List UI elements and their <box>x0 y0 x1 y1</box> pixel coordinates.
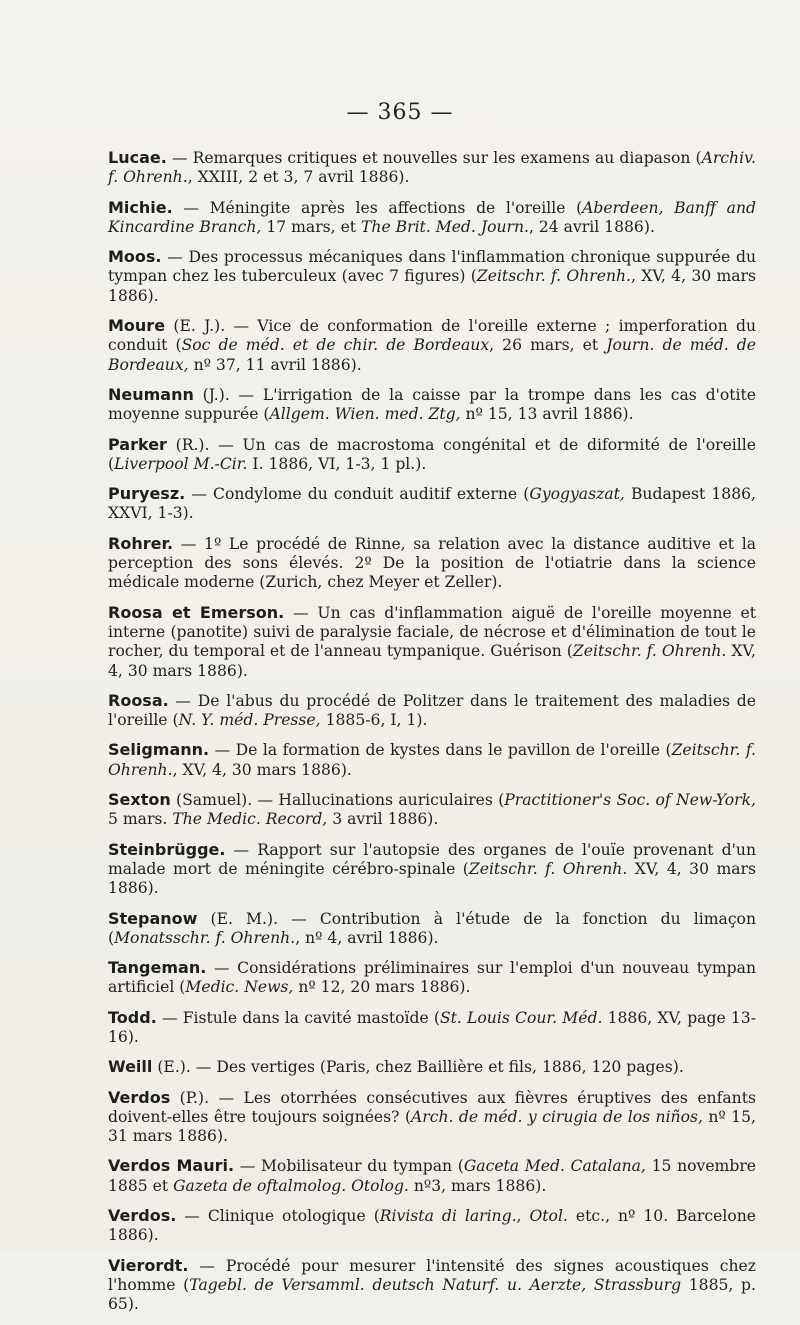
entry-author: Lucae. <box>108 148 167 167</box>
bibliography-entry <box>108 247 756 306</box>
entry-source-title: Gaceta Med. Catalana, <box>463 1157 646 1176</box>
entry-author: Stepanow <box>108 908 198 928</box>
entry-author: Sexton <box>108 790 171 810</box>
entry-text: — De la formation de kystes dans le pavillon de l'oreille ( <box>209 741 672 760</box>
entry-text: — De l'abus du procédé de Politzer dans le traitement des maladies de l'oreille ( <box>108 691 756 730</box>
entry-source-title: Rivista di laring. <box>379 1207 517 1226</box>
entry-author: Steinbrügge. <box>108 839 226 859</box>
entry-text: — Clinique otologique ( <box>176 1207 380 1226</box>
entry-text: (J.). — L'irrigation de la caisse par la trompe dans les cas d'otite moyenne suppurée ( <box>108 385 756 424</box>
entry-text: — Rapport sur l'autopsie des organes de l'ouïe provenant d'un malade mort de méningite cérébro-spinale ( <box>108 840 756 878</box>
entry-text: (E.). — Des vertiges (Paris, chez Baillière et fils, 1886, 120 pages). <box>152 1058 684 1077</box>
entry-text: nº 15, 31 mars 1886). <box>108 1107 756 1146</box>
bibliography-entry <box>108 198 756 238</box>
entry-text: — Procédé pour mesurer l'intensité des signes acoustiques chez l'homme ( <box>108 1256 756 1294</box>
entry-source-title: Practitioner's Soc. of New-York, <box>504 791 756 810</box>
entry-source-title: Tagebl. de Versamml. deutsch Naturf. u. Aerzte, Strassburg <box>189 1275 682 1294</box>
entry-text: (R.). — Un cas de macrostoma congénital et de diformité de l'oreille ( <box>108 435 756 473</box>
entry-author: Puryesz. <box>108 484 186 504</box>
entry-text: (P.). — Les otorrhées consécutives aux fièvres éruptives des enfants doivent-elles être toujours soignées? ( <box>108 1088 756 1126</box>
entry-author: Roosa. <box>108 690 169 710</box>
entry-author: Moos. <box>108 247 162 267</box>
bibliography-list <box>108 148 756 1325</box>
entry-text: etc., nº 10. Barcelone 1886). <box>108 1207 756 1245</box>
entry-text: , XV, 4, 30 mars 1886). <box>172 760 352 779</box>
entry-text: — Mobilisateur du tympan ( <box>234 1157 464 1176</box>
entry-text: XV, 4, 30 mars 1886). <box>108 642 756 680</box>
entry-text: — Des processus mécaniques dans l'inflammation chronique suppurée du tympan chez les tuberculeux (avec 7 figures) ( <box>108 248 756 286</box>
entry-text: nº3, mars 1886). <box>408 1176 547 1195</box>
entry-source-title: Otol. <box>529 1207 568 1226</box>
entry-source-title: Zeitschr. f. Ohrenh. <box>572 642 727 661</box>
entry-text: 15 novembre 1885 et <box>108 1157 757 1195</box>
bibliography-entry <box>108 484 756 524</box>
entry-author: Roosa et Emerson. <box>108 602 285 622</box>
entry-source-title: Aberdeen, Banff and Kincardine Branch, <box>108 198 756 236</box>
bibliography-entry <box>108 691 756 731</box>
bibliography-entry <box>108 958 756 998</box>
bibliography-entry <box>108 1008 756 1048</box>
bibliography-entry <box>108 534 756 593</box>
entry-text: 17 mars, et <box>261 217 362 236</box>
entry-text: 3 avril 1886). <box>327 810 439 829</box>
entry-text: 1885-6, I, 1). <box>320 711 428 730</box>
entry-text: 1886, XV, page 13-16). <box>108 1008 756 1046</box>
entry-source-title: Medic. News, <box>185 978 294 997</box>
entry-text: nº 12, 20 mars 1886). <box>293 978 471 997</box>
entry-text: (Samuel). — Hallucinations auriculaires ( <box>170 791 505 810</box>
bibliography-entry <box>108 740 756 780</box>
bibliography-entry <box>108 840 756 899</box>
entry-source-title: Liverpool M.-Cir. <box>114 454 248 473</box>
entry-author: Verdos <box>108 1087 171 1107</box>
entry-source-title: Zeitschr. f. Ohrenh. <box>476 267 631 286</box>
entry-author: Rohrer. <box>108 533 174 553</box>
bibliography-entry <box>108 1088 756 1147</box>
entry-source-title: Journ. de méd. de Bordeaux, <box>108 336 756 374</box>
entry-source-title: The Medic. Record, <box>172 810 328 829</box>
entry-text: 1885, p. 65). <box>108 1275 756 1314</box>
entry-text: — Condylome du conduit auditif externe ( <box>185 485 530 504</box>
entry-text: — Considérations préliminaires sur l'emploi d'un nouveau tympan artificiel ( <box>108 959 756 997</box>
bibliography-entry <box>108 435 756 475</box>
entry-author: Parker <box>108 434 167 454</box>
bibliography-entry <box>108 316 756 375</box>
entry-author: Verdos. <box>108 1206 177 1226</box>
entry-source-title: N. Y. méd. Presse, <box>178 711 321 730</box>
entry-source-title: Monatsschr. f. Ohrenh. <box>114 928 296 947</box>
entry-source-title: Soc de méd. et de chir. de Bordeaux <box>181 336 490 355</box>
bibliography-entry <box>108 909 756 949</box>
entry-author: Moure <box>108 316 166 336</box>
entry-text: XV, 4, 30 mars 1886). <box>108 859 756 898</box>
entry-text: (E. M.). — Contribution à l'étude de la fonction du limaçon ( <box>108 909 756 947</box>
entry-text: — Un cas d'inflammation aiguë de l'oreille moyenne et interne (panotite) suivi de paralysie faciale, de nécrose et d'élimination de tout le rocher, du temporal et de l'anneau tympanique. Guérison ( <box>108 603 757 661</box>
entry-text: nº 15, 13 avril 1886). <box>460 405 634 424</box>
entry-source-title: Gazeta de oftalmolog. Otolog. <box>173 1176 409 1195</box>
entry-text: , XV, 4, 30 mars 1886). <box>108 267 757 305</box>
entry-text: — 1º Le procédé de Rinne, sa relation avec la distance auditive et la perception des sons élevés. 2º De la position de l'otiatrie dans la science médicale moderne (Zurich, chez Meyer et Zeller). <box>108 534 756 592</box>
entry-text: (E. J.). — Vice de conformation de l'oreille externe ; imperforation du conduit ( <box>108 317 756 355</box>
entry-author: Tangeman. <box>108 958 207 978</box>
bibliography-entry <box>108 148 756 188</box>
entry-author: Vierordt. <box>108 1255 189 1275</box>
bibliography-entry <box>108 790 756 830</box>
entry-source-title: The Brit. Med. Journ. <box>361 217 529 236</box>
entry-source-title: Gyogyaszat, <box>529 485 625 504</box>
bibliography-entry <box>108 1256 756 1315</box>
entry-source-title: Zeitschr. f. Ohrenh. <box>108 741 756 779</box>
entry-source-title: Zeitschr. f. Ohrenh. <box>468 859 628 878</box>
entry-text: nº 37, 11 avril 1886). <box>188 355 362 374</box>
bibliography-entry <box>108 385 756 425</box>
entry-author: Verdos Mauri. <box>108 1156 235 1176</box>
entry-text: Budapest 1886, XXVI, 1-3). <box>108 485 756 523</box>
entry-text: I. 1886, VI, 1-3, 1 pl.). <box>247 454 427 473</box>
entry-author: Neumann <box>108 384 194 404</box>
bibliography-entry <box>108 1156 756 1196</box>
entry-text: — Remarques critiques et nouvelles sur les examens au diapason ( <box>166 149 702 167</box>
entry-source-title: Archiv. f. Ohrenh. <box>108 149 756 187</box>
page-number: — 365 — <box>346 100 454 125</box>
entry-text: — Méningite après les affections de l'oreille ( <box>172 198 583 217</box>
entry-text: , XXIII, 2 et 3, 7 avril 1886). <box>187 168 410 187</box>
entry-text: , 26 mars, et <box>489 336 607 355</box>
bibliography-entry <box>108 603 756 681</box>
entry-text: , <box>516 1207 530 1226</box>
entry-author: Weill <box>108 1057 153 1077</box>
entry-source-title: St. Louis Cour. Méd. <box>439 1008 603 1027</box>
entry-text: — Fistule dans la cavité mastoïde ( <box>156 1008 440 1027</box>
entry-text: , nº 4, avril 1886). <box>295 928 439 947</box>
bibliography-entry <box>108 1206 756 1246</box>
bibliography-entry <box>108 1057 756 1077</box>
entry-source-title: Allgem. Wien. med. Ztg, <box>269 405 461 424</box>
entry-author: Michie. <box>108 197 173 217</box>
entry-author: Todd. <box>108 1007 157 1027</box>
entry-text: , 24 avril 1886). <box>528 217 655 236</box>
entry-source-title: Arch. de méd. y cirugia de los niños, <box>411 1107 703 1126</box>
entry-author: Seligmann. <box>108 740 210 760</box>
entry-text: 5 mars. <box>108 810 173 829</box>
